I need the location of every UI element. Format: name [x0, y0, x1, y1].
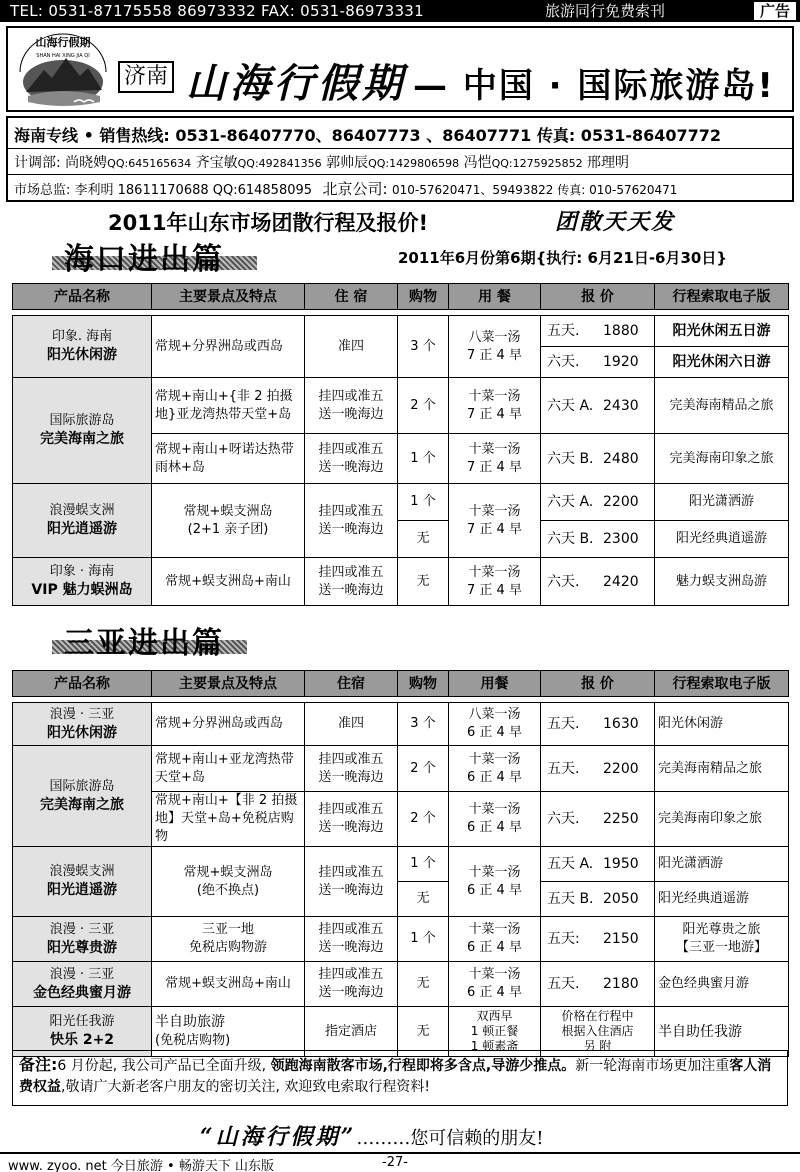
hotel: 挂四或准五 送一晚海边: [305, 378, 398, 434]
meals: 十菜一汤 6 正 4 早: [449, 847, 541, 917]
price: 六天. 2420: [541, 558, 655, 606]
itinerary-link[interactable]: 阳光休闲六日游: [655, 347, 789, 378]
price: 五天. 2180: [541, 962, 655, 1007]
meals: 十菜一汤 6 正 4 早: [449, 746, 541, 792]
itinerary-link[interactable]: 完美海南印象之旅: [655, 792, 789, 847]
slogan-text: ………您可信赖的朋友!: [356, 1128, 544, 1149]
section-title-sanya: 三亚进出篇: [64, 626, 224, 661]
company-logo: [14, 32, 112, 110]
footer-site: www. zyoo. net 今日旅游 • 畅游天下 山东版: [8, 1159, 274, 1172]
shopping: 无: [398, 882, 449, 917]
itinerary-link[interactable]: 金色经典蜜月游: [655, 962, 789, 1007]
company-header: [6, 26, 794, 112]
itinerary-link[interactable]: 阳光经典逍遥游: [655, 882, 789, 917]
shopping: 2 个: [398, 792, 449, 847]
meals: 八菜一汤 7 正 4 早: [449, 316, 541, 378]
meals: 十菜一汤 7 正 4 早: [449, 378, 541, 434]
remark-text: 6 月份起, 我公司产品已全面升级,: [57, 1058, 271, 1074]
itinerary-link[interactable]: 完美海南精品之旅: [655, 746, 789, 792]
price: 六天. 1920: [541, 347, 655, 378]
col-header: 用 餐: [449, 284, 541, 310]
itinerary-link[interactable]: 阳光尊贵之旅 【三亚一地游】: [655, 917, 789, 962]
remark-label: 备注:: [19, 1055, 58, 1074]
shopping: 3 个: [398, 703, 449, 746]
col-header: 主要景点及特点: [152, 284, 305, 310]
shopping: 无: [398, 962, 449, 1007]
col-header: 购物: [398, 284, 449, 310]
table-row: [13, 316, 789, 347]
itinerary-link[interactable]: 魅力蜈支洲岛游: [655, 558, 789, 606]
top-bar: [0, 0, 800, 22]
itinerary-link[interactable]: 完美海南印象之旅: [655, 434, 789, 484]
staff-name: 尚晓娉: [65, 155, 108, 171]
product-name: 浪漫 · 三亚 金色经典蜜月游: [13, 962, 152, 1007]
product-name: 国际旅游岛 完美海南之旅: [13, 378, 152, 484]
spots: 常规+南山+呀诺达热带雨林+岛: [152, 434, 305, 484]
col-header: 主要景点及特点: [152, 671, 305, 697]
price: 价格在行程中 根据入住酒店 另 附: [541, 1007, 655, 1057]
table-row: [13, 378, 789, 434]
table-row: [13, 703, 789, 746]
price: 六天. 2250: [541, 792, 655, 847]
product-name: 阳光任我游 快乐 2+2: [13, 1007, 152, 1057]
top-contact: TEL: 0531-87175558 86973332 FAX: 0531-86973331: [10, 2, 424, 20]
shopping: 1 个: [398, 847, 449, 882]
meals: 十菜一汤 7 正 4 早: [449, 558, 541, 606]
price: 六天 B. 2480: [541, 434, 655, 484]
col-header: 报 价: [541, 671, 655, 697]
product-name: 浪漫蜈支洲 阳光逍遥游: [13, 484, 152, 558]
meals: 十菜一汤 6 正 4 早: [449, 962, 541, 1007]
shopping: 1 个: [398, 434, 449, 484]
staff-name: 邢理明: [587, 155, 630, 171]
hotel: 准四: [305, 316, 398, 378]
product-name: 浪漫 · 三亚 阳光尊贵游: [13, 917, 152, 962]
price: 六天 A. 2200: [541, 484, 655, 521]
brand-tagline: — 中国 · 国际旅游岛!: [413, 66, 775, 106]
hotel: 挂四或准五 送一晚海边: [305, 746, 398, 792]
planning-dept: [14, 152, 629, 172]
spots: 常规+蜈支洲岛 (绝不换点): [152, 847, 305, 917]
staff-qq: QQ:1275925852: [491, 157, 583, 170]
itinerary-link[interactable]: 阳光休闲五日游: [655, 316, 789, 347]
city-label: 济南: [118, 61, 174, 93]
itinerary-link[interactable]: 阳光经典逍遥游: [655, 521, 789, 558]
spots: 三亚一地 免税店购物游: [152, 917, 305, 962]
hotel: 挂四或准五 送一晚海边: [305, 917, 398, 962]
remark-highlight: 领跑海南散客市场,行程即将多含点,导游少推点。: [270, 1058, 576, 1074]
price: 五天. 2200: [541, 746, 655, 792]
beijing-contact: 010-57620471、59493822 传真: 010-57620471: [392, 183, 678, 197]
remark-text: ,敬请广大新老客户朋友的密切关注, 欢迎致电索取行程资料!: [61, 1079, 430, 1095]
spots: 常规+南山+{非 2 拍摄地}亚龙湾热带天堂+岛: [152, 378, 305, 434]
closing-slogan: [200, 1120, 544, 1151]
staff-name: 冯恺: [463, 155, 492, 171]
col-header: 报 价: [541, 284, 655, 310]
ad-badge: 广告: [754, 2, 796, 20]
shopping: 2 个: [398, 378, 449, 434]
market-director: [14, 178, 677, 199]
col-header: 行程索取电子版: [655, 671, 789, 697]
price: 五天. 1630: [541, 703, 655, 746]
meals: 十菜一汤 7 正 4 早: [449, 484, 541, 558]
shopping: 2 个: [398, 746, 449, 792]
itinerary-link[interactable]: 阳光休闲游: [655, 703, 789, 746]
hotel: 挂四或准五 送一晚海边: [305, 434, 398, 484]
staff-qq: QQ:645165634: [107, 157, 192, 170]
remark-note: [12, 1050, 788, 1106]
page-footer: [0, 1152, 800, 1172]
contact-box: [6, 116, 794, 202]
product-name: 印象. 海南 阳光休闲游: [13, 316, 152, 378]
product-name: 国际旅游岛 完美海南之旅: [13, 746, 152, 847]
spots: 常规+分界洲岛或西岛: [152, 703, 305, 746]
shopping: 无: [398, 521, 449, 558]
col-header: 产品名称: [13, 671, 152, 697]
brand-name: 山海行假期: [186, 60, 406, 107]
hotel: 挂四或准五 送一晚海边: [305, 847, 398, 917]
hotel: 指定酒店: [305, 1007, 398, 1057]
table-row: [13, 962, 789, 1007]
staff-qq: QQ:492841356: [237, 157, 322, 170]
table-row: [13, 746, 789, 792]
spots: 常规+蜈支洲岛 (2+1 亲子团): [152, 484, 305, 558]
hotel: 准四: [305, 703, 398, 746]
meals: 双西早 1 顿正餐 1 顿素斋: [449, 1007, 541, 1057]
meals: 十菜一汤 7 正 4 早: [449, 434, 541, 484]
daily-departures: 团散天天发: [555, 209, 676, 235]
product-name: 印象 · 海南 VIP 魅力蜈洲岛: [13, 558, 152, 606]
col-header: 住宿: [305, 671, 398, 697]
top-slogan: 旅游同行免费索刊: [545, 2, 666, 20]
page-number: -27-: [382, 1155, 408, 1170]
staff-qq: QQ:1429806598: [368, 157, 460, 170]
spots: 常规+分界洲岛或西岛: [152, 316, 305, 378]
shopping: 1 个: [398, 917, 449, 962]
col-header: 购物: [398, 671, 449, 697]
table-header-row: [13, 284, 789, 310]
table-row: [13, 847, 789, 882]
hotel: 挂四或准五 送一晚海边: [305, 558, 398, 606]
staff-name: 齐宝敏: [195, 155, 238, 171]
remark-text: 新一轮海南市场更加注重: [575, 1058, 730, 1074]
price: 五天. 1880: [541, 316, 655, 347]
hotel: 挂四或准五 送一晚海边: [305, 484, 398, 558]
spots: 常规+南山+亚龙湾热带天堂+岛: [152, 746, 305, 792]
itinerary-link[interactable]: 完美海南精品之旅: [655, 378, 789, 434]
table-row: [13, 917, 789, 962]
remark-highlight: 客人消费权益: [19, 1058, 772, 1095]
sales-hotline: 海南专线 • 销售热线: 0531-86407770、86407773 、86407771 传真: 0531-86407772: [14, 126, 722, 145]
table-row: [13, 484, 789, 521]
spots: 常规+蜈支洲岛+南山: [152, 558, 305, 606]
beijing-label: 北京公司:: [322, 180, 388, 198]
shopping: 无: [398, 558, 449, 606]
slogan-brand: “山海行假期”: [200, 1124, 357, 1150]
price: 六天 A. 2430: [541, 378, 655, 434]
hotel: 挂四或准五 送一晚海边: [305, 792, 398, 847]
table-row: [13, 1007, 789, 1057]
spots: 常规+南山+【非 2 拍摄地】天堂+岛+免税店购物: [152, 792, 305, 847]
price: 五天 B. 2050: [541, 882, 655, 917]
hotel: 挂四或准五 送一晚海边: [305, 962, 398, 1007]
col-header: 产品名称: [13, 284, 152, 310]
shopping: 无: [398, 1007, 449, 1057]
shopping: 3 个: [398, 316, 449, 378]
haikou-table: [12, 283, 789, 606]
product-name: 浪漫 · 三亚 阳光休闲游: [13, 703, 152, 746]
shopping: 1 个: [398, 484, 449, 521]
planning-label: 计调部:: [14, 155, 61, 171]
col-header: 行程索取电子版: [655, 284, 789, 310]
sanya-table: [12, 670, 789, 1057]
price: 五天: 2150: [541, 917, 655, 962]
table-row: [13, 558, 789, 606]
table-header-row: [13, 671, 789, 697]
price: 五天 A. 1950: [541, 847, 655, 882]
itinerary-link[interactable]: 阳光潇洒游: [655, 484, 789, 521]
issue-period: 2011年6月份第6期{执行: 6月21日-6月30日}: [398, 249, 728, 267]
col-header: 住 宿: [305, 284, 398, 310]
itinerary-link[interactable]: 半自助任我游: [655, 1007, 789, 1057]
spots: 半自助旅游 (免税店购物): [152, 1007, 305, 1057]
product-name: 浪漫蜈支洲 阳光逍遥游: [13, 847, 152, 917]
meals: 八菜一汤 6 正 4 早: [449, 703, 541, 746]
itinerary-link[interactable]: 阳光潇洒游: [655, 847, 789, 882]
col-header: 用餐: [449, 671, 541, 697]
meals: 十菜一汤 6 正 4 早: [449, 792, 541, 847]
page-headline: 2011年山东市场团散行程及报价!: [108, 211, 429, 235]
meals: 十菜一汤 6 正 4 早: [449, 917, 541, 962]
director-contact: 市场总监: 李利明 18611170688 QQ:614858095: [14, 183, 313, 198]
section-title-haikou: 海口进出篇: [64, 242, 224, 277]
staff-name: 郭帅辰: [326, 155, 369, 171]
logo-subtext: SHAN HAI XING JIA QI: [36, 53, 90, 59]
logo-text: 山海行假期: [35, 36, 91, 49]
price: 六天 B. 2300: [541, 521, 655, 558]
spots: 常规+蜈支洲岛+南山: [152, 962, 305, 1007]
